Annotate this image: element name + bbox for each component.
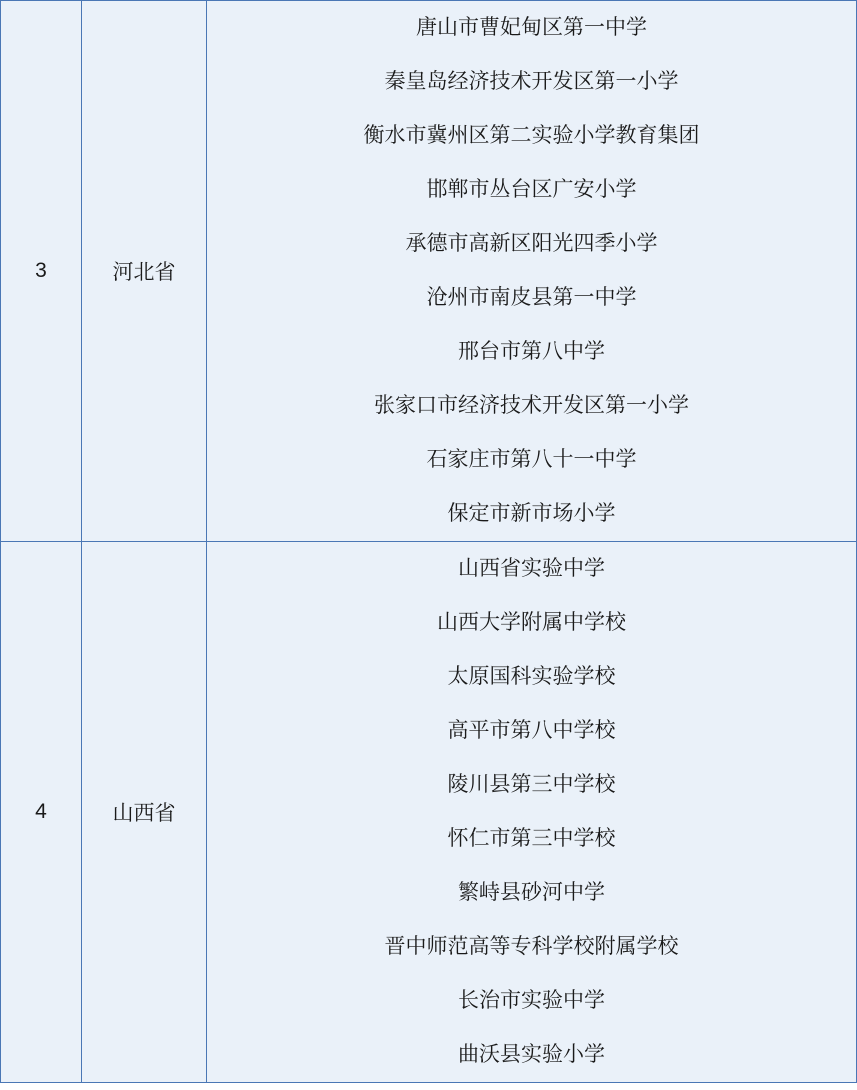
school-list-item: 晋中师范高等专科学校附属学校	[384, 935, 679, 958]
row-index-cell: 4	[1, 542, 82, 1083]
school-list-item: 沧州市南皮县第一中学	[426, 286, 637, 309]
school-list-item: 山西省实验中学	[458, 557, 605, 580]
school-list-item: 怀仁市第三中学校	[447, 827, 616, 850]
school-list-item: 繁峙县砂河中学	[458, 881, 605, 904]
school-list-item: 山西大学附属中学校	[437, 611, 626, 634]
table-row	[1, 1, 857, 542]
school-list-item: 高平市第八中学校	[447, 719, 616, 742]
school-list-item: 邯郸市丛台区广安小学	[426, 178, 637, 201]
row-index-cell: 3	[1, 1, 82, 542]
school-list-item: 邢台市第八中学	[458, 340, 605, 363]
school-list-item: 陵川县第三中学校	[447, 773, 616, 796]
row-province-cell: 山西省	[82, 542, 207, 1083]
table-body	[1, 1, 857, 1083]
table-row	[1, 542, 857, 1083]
school-list-item: 唐山市曹妃甸区第一中学	[416, 16, 647, 39]
row-province-cell: 河北省	[82, 1, 207, 542]
school-list-item: 保定市新市场小学	[447, 502, 616, 525]
row-schools-cell	[207, 542, 857, 1083]
school-list-item: 衡水市冀州区第二实验小学教育集团	[363, 124, 700, 147]
row-schools-cell	[207, 1, 857, 542]
school-list-item: 石家庄市第八十一中学	[426, 448, 637, 471]
school-list-item: 秦皇岛经济技术开发区第一小学	[384, 70, 679, 93]
school-list-item: 长治市实验中学	[458, 989, 605, 1012]
school-list-item: 太原国科实验学校	[447, 665, 616, 688]
school-list-item: 张家口市经济技术开发区第一小学	[374, 394, 689, 417]
school-list-item: 曲沃县实验小学	[458, 1043, 605, 1066]
school-list-item: 承德市高新区阳光四季小学	[405, 232, 658, 255]
